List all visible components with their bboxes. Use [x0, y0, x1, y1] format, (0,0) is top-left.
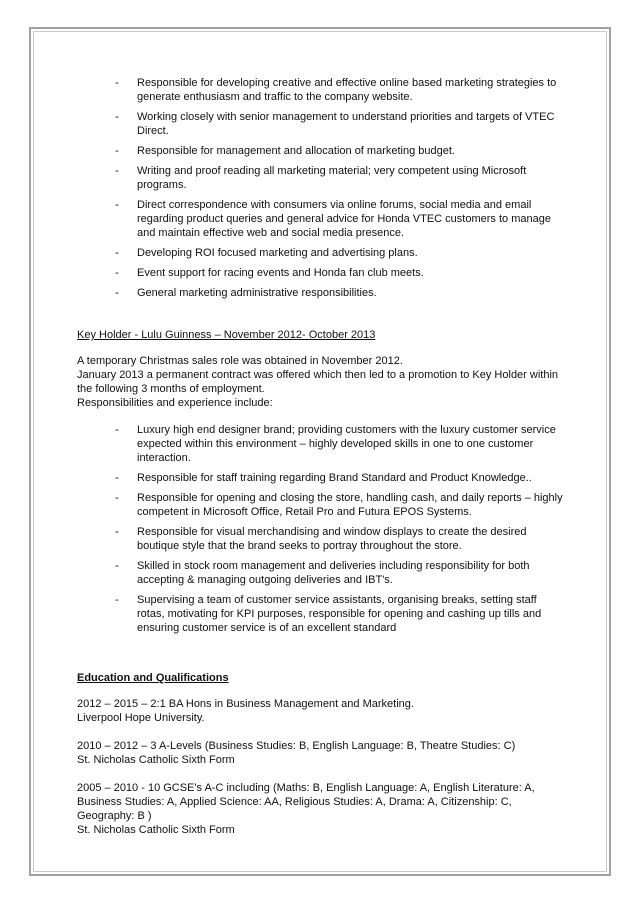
dash-bullet: -	[115, 594, 119, 606]
education-line2: St. Nicholas Catholic Sixth Form	[77, 754, 235, 766]
dash-bullet: -	[115, 267, 119, 279]
education-entry	[77, 697, 567, 725]
dash-bullet: -	[115, 77, 119, 89]
list-item	[115, 471, 567, 485]
education-line1: 2012 – 2015 – 2:1 BA Hons in Business Management and Marketing.	[77, 698, 414, 710]
list-item-text: Direct correspondence with consumers via online forums, social media and email regarding product queries and general advice for Honda VTEC customers to manage and maintain effective web and social media presence.	[137, 199, 551, 239]
dash-bullet: -	[115, 145, 119, 157]
list-item-text: Responsible for opening and closing the store, handling cash, and daily reports – highly competent in Microsoft Office, Retail Pro and Futura EPOS Systems.	[137, 492, 563, 518]
dash-bullet: -	[115, 492, 119, 504]
list-item	[115, 525, 567, 553]
lulu-intro-2: January 2013 a permanent contract was offered which then led to a promotion to Key Holder within the following 3 months of employment.	[77, 369, 559, 395]
list-item	[115, 76, 567, 104]
education-entry	[77, 739, 567, 767]
dash-bullet: -	[115, 424, 119, 436]
dash-bullet: -	[115, 526, 119, 538]
honda-responsibilities-list	[77, 76, 567, 300]
dash-bullet: -	[115, 111, 119, 123]
education-line2: St. Nicholas Catholic Sixth Form	[77, 824, 235, 836]
education-line2: Liverpool Hope University.	[77, 712, 205, 724]
list-item-text: Writing and proof reading all marketing material; very competent using Microsoft programs.	[137, 165, 527, 191]
education-line1: 2010 – 2012 – 3 A-Levels (Business Studies: B, English Language: B, Theatre Studies: C)	[77, 740, 516, 752]
list-item	[115, 246, 567, 260]
list-item	[115, 593, 567, 635]
list-item-text: Supervising a team of customer service assistants, organising breaks, setting staff rotas, motivating for KPI purposes, responsible for opening and cashing up tills and ensuring customer service is of an excellent standard	[137, 594, 542, 634]
list-item	[115, 491, 567, 519]
education-entry	[77, 781, 567, 837]
list-item	[115, 266, 567, 280]
list-item	[115, 164, 567, 192]
list-item-text: General marketing administrative responsibilities.	[137, 287, 377, 299]
lulu-intro-3: Responsibilities and experience include:	[77, 397, 273, 409]
list-item	[115, 110, 567, 138]
dash-bullet: -	[115, 247, 119, 259]
cv-content	[77, 76, 567, 851]
dash-bullet: -	[115, 165, 119, 177]
list-item-text: Responsible for visual merchandising and window displays to create the desired boutique style that the brand seeks to portray throughout the store.	[137, 526, 527, 552]
education-heading: Education and Qualifications	[77, 672, 229, 684]
list-item-text: Responsible for staff training regarding Brand Standard and Product Knowledge..	[137, 472, 532, 484]
list-item	[115, 423, 567, 465]
list-item	[115, 559, 567, 587]
list-item	[115, 286, 567, 300]
lulu-heading: Key Holder - Lulu Guinness – November 2012- October 2013	[77, 329, 376, 341]
list-item-text: Responsible for developing creative and effective online based marketing strategies to generate enthusiasm and traffic to the company website.	[137, 77, 557, 103]
dash-bullet: -	[115, 472, 119, 484]
education-line1: 2005 – 2010 - 10 GCSE's A-C including (Maths: B, English Language: A, English Literature: A, Business Studies: A, Applied Science: AA, Religious Studies: A, Drama: A, Citizenship: C, Geography: B )	[77, 782, 535, 822]
list-item-text: Working closely with senior management to understand priorities and targets of VTEC Direct.	[137, 111, 555, 137]
dash-bullet: -	[115, 287, 119, 299]
list-item	[115, 198, 567, 240]
list-item-text: Event support for racing events and Honda fan club meets.	[137, 267, 424, 279]
list-item-text: Luxury high end designer brand; providing customers with the luxury customer service expected within this environment – highly developed skills in one to one customer interaction.	[137, 424, 556, 464]
list-item	[115, 144, 567, 158]
list-item-text: Responsible for management and allocation of marketing budget.	[137, 145, 455, 157]
lulu-responsibilities-list	[77, 423, 567, 635]
list-item-text: Skilled in stock room management and deliveries including responsibility for both accepting & managing outgoing deliveries and IBT's.	[137, 560, 530, 586]
list-item-text: Developing ROI focused marketing and advertising plans.	[137, 247, 418, 259]
dash-bullet: -	[115, 199, 119, 211]
lulu-intro-1: A temporary Christmas sales role was obtained in November 2012.	[77, 355, 403, 367]
education-list	[77, 697, 567, 837]
dash-bullet: -	[115, 560, 119, 572]
